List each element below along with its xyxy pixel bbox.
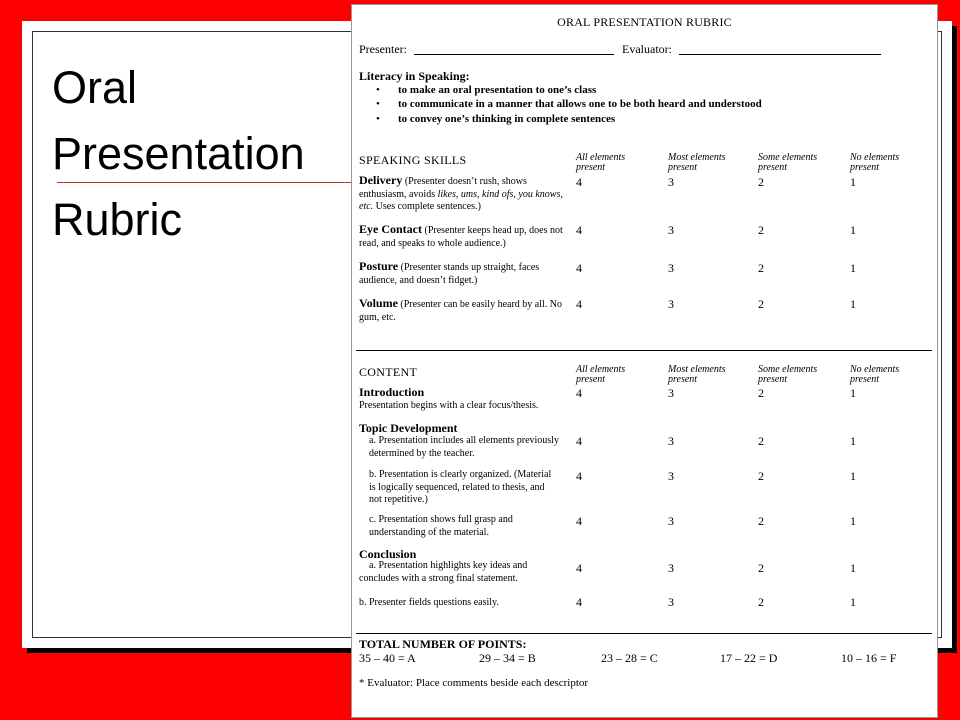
bullet-icon: • bbox=[376, 113, 380, 125]
topic-item: c. Presentation shows full grasp and understanding of the material. bbox=[369, 514, 513, 538]
score-cell[interactable]: 1 bbox=[850, 514, 856, 528]
score-cell[interactable]: 3 bbox=[668, 469, 674, 483]
score-cell[interactable]: 1 bbox=[850, 386, 856, 400]
score-cell[interactable]: 3 bbox=[668, 223, 674, 237]
score-cell[interactable]: 2 bbox=[758, 595, 764, 609]
score-cell[interactable]: 1 bbox=[850, 223, 856, 237]
column-header: Some elements present bbox=[758, 364, 818, 385]
score-cell[interactable]: 3 bbox=[668, 514, 674, 528]
score-cell[interactable]: 2 bbox=[758, 469, 764, 483]
volume-descriptor: Volume (Presenter can be easily heard by all. No gum, etc. bbox=[359, 296, 563, 323]
title-rule bbox=[57, 182, 377, 183]
score-cell[interactable]: 1 bbox=[850, 561, 856, 575]
topic-development-label: Topic Development bbox=[359, 421, 458, 435]
column-header: No elements present bbox=[850, 364, 900, 385]
score-cell[interactable]: 4 bbox=[576, 434, 582, 448]
title-line: Rubric bbox=[52, 194, 183, 245]
literacy-heading: Literacy in Speaking: bbox=[359, 69, 470, 83]
evaluator-note: * Evaluator: Place comments beside each descriptor bbox=[359, 677, 589, 689]
conclusion-item: b. Presenter fields questions easily. bbox=[359, 597, 499, 608]
evaluator-field[interactable] bbox=[679, 54, 881, 55]
score-cell[interactable]: 1 bbox=[850, 469, 856, 483]
presenter-label: Presenter: bbox=[359, 42, 407, 56]
score-cell[interactable]: 3 bbox=[668, 261, 674, 275]
rubric-document bbox=[351, 4, 938, 718]
grade-range: 29 – 34 = B bbox=[479, 651, 536, 665]
eye-contact-descriptor: Eye Contact (Presenter keeps head up, does not read, and speaks to whole audience.) bbox=[359, 222, 563, 249]
presenter-field[interactable] bbox=[414, 54, 614, 55]
content-heading: CONTENT bbox=[359, 365, 418, 379]
score-cell[interactable]: 4 bbox=[576, 514, 582, 528]
column-header: Most elements present bbox=[668, 152, 726, 173]
score-cell[interactable]: 4 bbox=[576, 175, 582, 189]
title-line: Presentation bbox=[52, 128, 305, 179]
grade-range: 10 – 16 = F bbox=[841, 651, 897, 665]
bullet-icon: • bbox=[376, 84, 380, 96]
column-header: Some elements present bbox=[758, 152, 818, 173]
introduction-text: Presentation begins with a clear focus/thesis. bbox=[359, 400, 539, 411]
rubric-title: ORAL PRESENTATION RUBRIC bbox=[557, 15, 732, 29]
evaluator-label: Evaluator: bbox=[622, 42, 672, 56]
delivery-descriptor: Delivery (Presenter doesn’t rush, shows enthusiasm, avoids likes, ums, kind ofs, you knows, etc. Uses complete sentences.) bbox=[359, 173, 563, 212]
score-cell[interactable]: 2 bbox=[758, 514, 764, 528]
literacy-bullet: to convey one’s thinking in complete sentences bbox=[398, 113, 616, 125]
total-points-heading: TOTAL NUMBER OF POINTS: bbox=[359, 637, 527, 651]
posture-descriptor: Posture (Presenter stands up straight, faces audience, and doesn’t fidget.) bbox=[359, 259, 540, 286]
score-cell[interactable]: 3 bbox=[668, 595, 674, 609]
conclusion-label: Conclusion bbox=[359, 547, 417, 561]
score-cell[interactable]: 3 bbox=[668, 297, 674, 311]
score-cell[interactable]: 2 bbox=[758, 297, 764, 311]
score-cell[interactable]: 3 bbox=[668, 561, 674, 575]
score-cell[interactable]: 2 bbox=[758, 223, 764, 237]
grade-range: 23 – 28 = C bbox=[601, 651, 658, 665]
score-cell[interactable]: 1 bbox=[850, 297, 856, 311]
score-cell[interactable]: 3 bbox=[668, 434, 674, 448]
speaking-heading: SPEAKING SKILLS bbox=[359, 153, 467, 167]
grade-range: 35 – 40 = A bbox=[359, 651, 416, 665]
score-cell[interactable]: 4 bbox=[576, 595, 582, 609]
score-cell[interactable]: 4 bbox=[576, 261, 582, 275]
column-header: Most elements present bbox=[668, 364, 726, 385]
score-cell[interactable]: 2 bbox=[758, 261, 764, 275]
score-cell[interactable]: 3 bbox=[668, 175, 674, 189]
grade-range: 17 – 22 = D bbox=[720, 651, 778, 665]
score-cell[interactable]: 4 bbox=[576, 561, 582, 575]
literacy-bullet: to communicate in a manner that allows one to be both heard and understood bbox=[398, 98, 762, 110]
score-cell[interactable]: 4 bbox=[576, 223, 582, 237]
score-cell[interactable]: 2 bbox=[758, 561, 764, 575]
score-cell[interactable]: 3 bbox=[668, 386, 674, 400]
column-header: All elements present bbox=[576, 364, 626, 385]
score-cell[interactable]: 4 bbox=[576, 469, 582, 483]
score-cell[interactable]: 1 bbox=[850, 434, 856, 448]
score-cell[interactable]: 2 bbox=[758, 175, 764, 189]
column-header: All elements present bbox=[576, 152, 626, 173]
bullet-icon: • bbox=[376, 98, 380, 110]
score-cell[interactable]: 1 bbox=[850, 175, 856, 189]
section-divider bbox=[356, 633, 932, 634]
title-line: Oral bbox=[52, 62, 138, 113]
score-cell[interactable]: 2 bbox=[758, 434, 764, 448]
score-cell[interactable]: 2 bbox=[758, 386, 764, 400]
score-cell[interactable]: 1 bbox=[850, 261, 856, 275]
literacy-bullet: to make an oral presentation to one’s class bbox=[398, 84, 597, 96]
column-header: No elements present bbox=[850, 152, 900, 173]
topic-item: b. Presentation is clearly organized. (Material is logically sequenced, related to thesis, and not repetitive.) bbox=[369, 469, 552, 505]
topic-item: a. Presentation includes all elements previously determined by the teacher. bbox=[369, 435, 559, 459]
introduction-label: Introduction bbox=[359, 385, 425, 399]
score-cell[interactable]: 4 bbox=[576, 386, 582, 400]
score-cell[interactable]: 4 bbox=[576, 297, 582, 311]
section-divider bbox=[356, 350, 932, 351]
conclusion-item: a. Presentation highlights key ideas and concludes with a strong final statement. bbox=[359, 560, 528, 584]
slide-title bbox=[52, 55, 305, 253]
score-cell[interactable]: 1 bbox=[850, 595, 856, 609]
